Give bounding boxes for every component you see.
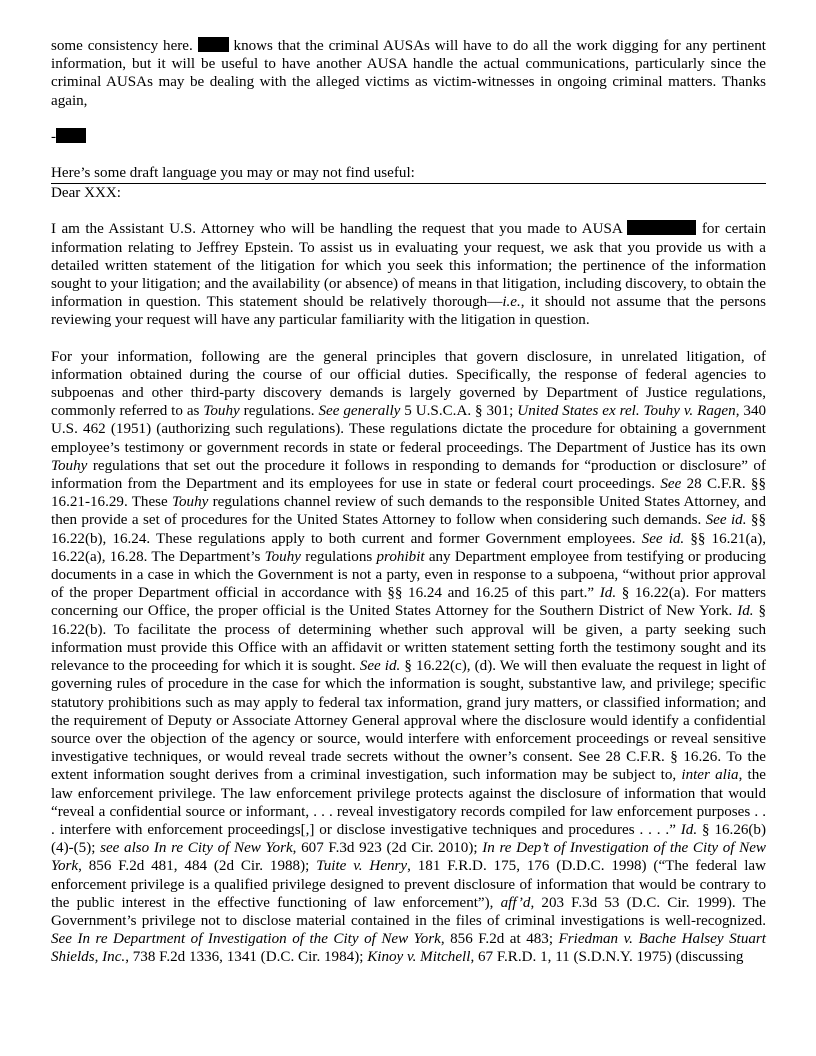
para2-italic-run: See id. (359, 658, 401, 675)
para2-text-run: regulations that set out the procedure it follows in responding to demands for “production or disclosure” of information from the Department and its employees for use in state or federal court proceedings. (51, 457, 766, 493)
para1-text-b: for certain information relating to Jeffrey Epstein. To assist us in evaluating your request, we ask that you provide us with a detailed written statement of the litigation for which you seek this information; the pertinence of the information sought to your litigation; and the availability (or absence) of means in that litigation, including discovery, to obtain the information in question. This statement should be relatively thorough— (51, 221, 766, 311)
para2-italic-run: aff’d (500, 894, 531, 911)
draft-intro: Here’s some draft language you may or may not find useful: (51, 164, 766, 184)
para2-italic-run: In re Dep’t of Investigation of the City of New York (51, 840, 766, 875)
para1-text-a: I am the Assistant U.S. Attorney who will be handling the request that you made to AUSA (51, 221, 622, 238)
para2-text-run: , 738 F.2d 1336, 1341 (D.C. Cir. 1984); (125, 949, 368, 966)
para1-text-d: , it should not assume that the persons reviewing your request will have any particular familiarity with the litigation in question. (51, 294, 766, 329)
para2-text-run: § 16.26(b)(4)-(5); (51, 821, 767, 857)
para2-text-run: § 16.22(b). To facilitate the process of determining whether such approval will be given, a party seeking such information must provide this Office with an affidavit or written statement setting forth the testimony sought and its relevance to the proceeding for which it is sought. (51, 603, 766, 675)
para2-text-run: , 340 U.S. 462 (1951) (authorizing such regulations). These regulations dictate the procedure for obtaining a government employee’s testimony or government records in state or federal proceedings. The Department of Justice has its own (51, 403, 767, 456)
para2-italic-run: inter alia (681, 767, 739, 784)
para2-text-run: § 16.22(c), (d). We will then evaluate the request in light of governing rules of procedure in the case for which the information is sought, substantive law, and privilege; specific statutory prohibitions such as may apply to federal tax information, grand jury matters, or classified information; and the requirement of Deputy or Associate Attorney General approval where the disclosure would identify a confidential source over the objection of the agency or source, would interfere with enforcement proceedings or reveal sensitive investigative techniques, or would reveal trade secrets without the owner’s consent. See 28 C.F.R. § 16.26. To the extent information sought derives from a criminal investigation, such information may be subject to, (51, 658, 766, 784)
para2-italic-run: United States ex rel. Touhy v. Ragen (517, 403, 736, 420)
redaction-box (198, 37, 229, 52)
para2-text-run: §§ 16.22(b), 16.24. These regulations apply to both current and former Government employees. (51, 512, 767, 547)
para2-italic-run: Friedman v. Bache Halsey Stuart Shields, Inc. (51, 931, 766, 966)
para2-text-run: 28 C.F.R. §§ 16.21-16.29. These (51, 476, 766, 511)
para2-text-run: , 203 F.3d 53 (D.C. Cir. 1999). The Government’s privilege not to disclose material contained in the files of criminal investigations is well-recognized. (51, 894, 766, 929)
para2-text-run: , 67 F.R.D. 1, 11 (S.D.N.Y. 1975) (discussing (470, 949, 744, 966)
redaction-box (56, 128, 86, 143)
para2-italic-run: Touhy (203, 403, 240, 420)
intro-text-b: knows that the criminal AUSAs will have to do all the work digging for any pertinent information, but it will be useful to have another AUSA handle the actual communications, particularly since the criminal AUSAs may be dealing with the alleged victims as victim-witnesses in ongoing criminal matters. Thanks again, (51, 38, 766, 109)
para2-text-run: regulations (300, 548, 377, 565)
para2-italic-run: Id. (737, 603, 754, 620)
para2-italic-run: Tuite v. Henry (316, 858, 408, 875)
salutation: Dear XXX: (51, 185, 121, 202)
para2-italic-run: Id. (599, 585, 617, 602)
para2-italic-run: See (660, 476, 682, 493)
redaction-box (627, 220, 696, 235)
para2-text-run: , 856 F.2d 481, 484 (2d Cir. 1988); (78, 858, 317, 875)
para2-italic-run: Kinoy v. Mitchell (367, 949, 471, 966)
para2-text-run: , the law enforcement privilege. The law enforcement privilege protects against the disclosure of information that would “reveal a confidential source or informant, . . . reveal investigatory records compiled for law enforcement purposes . . . interfere with enforcement proceedings[,] or disclose investigative techniques and procedures . . . .” (51, 767, 766, 838)
signature-dash: - (51, 128, 57, 145)
para2-text-run: 5 U.S.C.A. § 301; (400, 403, 518, 420)
para2-text-run: regulations channel review of such demands to the responsible United States Attorney, and then provide a set of procedures for the United States Attorney to follow when considering such demands. (51, 494, 766, 529)
para2-text-run: , 181 F.R.D. 175, 176 (D.D.C. 1998) (“The federal law enforcement privilege is a qualified privilege designed to prevent disclosure of information that would be contrary to the public interest in the effective functioning of law enforcement”), (51, 858, 766, 911)
para2-text-run: , 607 F.3d 923 (2d Cir. 2010); (292, 840, 483, 857)
letter-paragraph-2 (51, 348, 766, 967)
para2-text-run: § 16.22(a). For matters concerning our Office, the proper official is the United States Attorney for the Southern District of New York. (51, 585, 766, 620)
para2-italic-run: See In re Department of Investigation of the City of New York (51, 931, 441, 948)
para2-italic-run: Id. (680, 821, 698, 838)
para2-italic-run: Touhy (51, 457, 88, 474)
para2-italic-run: prohibit (376, 548, 425, 565)
para2-italic-run: See id. (641, 530, 685, 547)
para2-italic-run: See generally (318, 403, 401, 420)
signature-line (51, 128, 766, 146)
para2-text-run: , 856 F.2d at 483; (440, 931, 559, 948)
para1-italic-ie: i.e. (502, 294, 521, 311)
para2-text-run: §§ 16.21(a), 16.22(a), 16.28. The Department’s (51, 530, 767, 565)
letter-paragraph-1 (51, 220, 766, 329)
para2-text-run: any Department employee from testifying or producing documents in a case in which the Government is not a party, even in response to a subpoena, “without prior approval of the proper Department official in accordance with §§ 16.24 and 16.25 of this part.” (51, 548, 766, 602)
para2-text-run: regulations. (239, 403, 319, 420)
para2-text-run: For your information, following are the general principles that govern disclosure, in unrelated litigation, of information obtained during the course of our official duties. Specifically, the response of federal agencies to subpoenas and other third-party discovery demands is largely governed by Department of Justice regulations, commonly referred to as (51, 348, 766, 420)
para2-italic-run: see also In re City of New York (100, 840, 293, 857)
para2-italic-run: Touhy (264, 548, 301, 565)
intro-text-a: some consistency here. (51, 38, 193, 54)
document-page (51, 37, 766, 967)
para2-italic-run: See id. (705, 512, 747, 529)
para2-italic-run: Touhy (171, 494, 209, 511)
intro-paragraph (51, 37, 766, 110)
